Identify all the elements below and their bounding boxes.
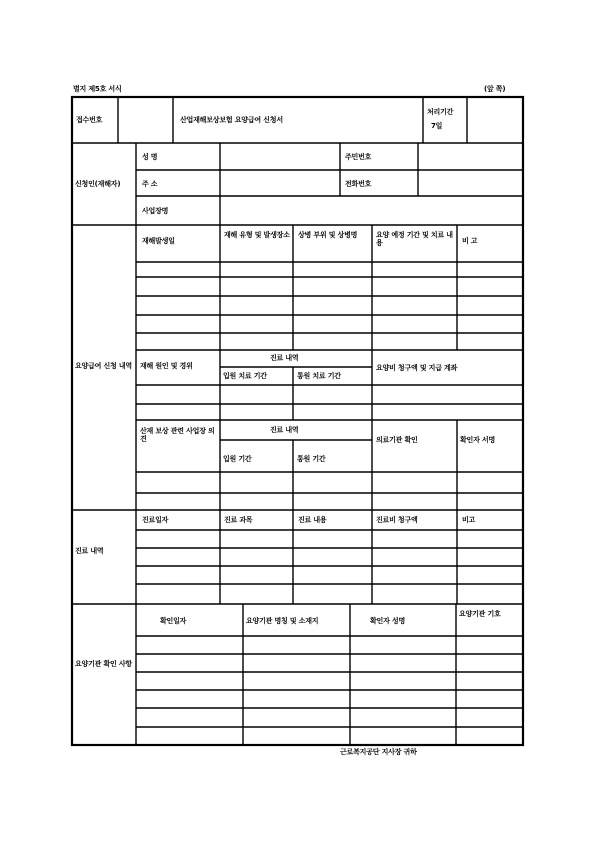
- page-mark: (앞 쪽): [484, 85, 506, 93]
- phone-label: 전화번호: [345, 180, 372, 188]
- section-injury: 요양급여 신청 내역: [75, 362, 132, 370]
- sub2-outpatient-label: 통원 기간: [297, 455, 326, 463]
- injury-note-header: 비 고: [462, 237, 478, 245]
- treatment-note-header: 비고: [462, 516, 476, 524]
- injury-cause-label: 재해 원인 및 경위: [140, 362, 193, 370]
- sub2-hospital-check-label: 의료기관 확인: [376, 436, 418, 444]
- sub2-inpatient-label: 입원 기간: [223, 455, 252, 463]
- resident-label: 주민번호: [345, 153, 372, 161]
- hospital-signer-header: 확인자 성명: [370, 617, 406, 625]
- treatment-date-header: 진료일자: [142, 516, 169, 524]
- treatment-claim-header: 진료비 청구액: [376, 516, 418, 524]
- sub1-inpatient-label: 입원 치료 기간: [223, 372, 267, 380]
- receipt-label: 접수번호: [76, 116, 103, 124]
- form-title: 산업재해보상보험 요양급여 신청서: [180, 116, 283, 124]
- treatment-content-header: 진료 내용: [298, 516, 327, 524]
- sub2-mid-title: 진료 내역: [270, 426, 299, 434]
- processing-value: 7일: [431, 122, 443, 130]
- injury-period-header: 요양 예정 기간 및 치료 내용: [376, 231, 453, 247]
- hospital-code-header: 요양기관 기호: [459, 610, 501, 618]
- sub1-claim-label: 요양비 청구액 및 지급 계좌: [376, 364, 458, 372]
- section-treatment: 진료 내역: [75, 547, 104, 555]
- sub2-signer-label: 확인자 서명: [460, 436, 496, 444]
- form-code: 별지 제5호 서식: [73, 85, 122, 93]
- injury-date-header: 재해발생일: [142, 237, 175, 245]
- hospital-name-header: 요양기관 명칭 및 소재지: [246, 617, 319, 625]
- section-applicant: 신청인(재해자): [75, 180, 121, 188]
- sub1-outpatient-label: 통원 치료 기간: [297, 372, 341, 380]
- footer-addressee: 근로복지공단 지사장 귀하: [340, 748, 417, 756]
- company-label: 사업장명: [142, 207, 169, 215]
- address-label: 주 소: [142, 180, 158, 188]
- injury-part-header: 상병 부위 및 상병명: [298, 231, 358, 239]
- section-hospital: 요양기관 확인 사항: [75, 660, 132, 668]
- sub1-mid-title: 진료 내역: [270, 354, 299, 362]
- name-label: 성 명: [142, 153, 158, 161]
- injury-type-header: 재해 유형 및 발생장소: [224, 231, 290, 239]
- processing-label: 처리기간: [427, 108, 454, 116]
- company-opinion-label: 산재 보상 관련 사업장 의견: [140, 427, 215, 443]
- treatment-dept-header: 진료 과목: [224, 516, 253, 524]
- hospital-date-header: 확인일자: [160, 617, 187, 625]
